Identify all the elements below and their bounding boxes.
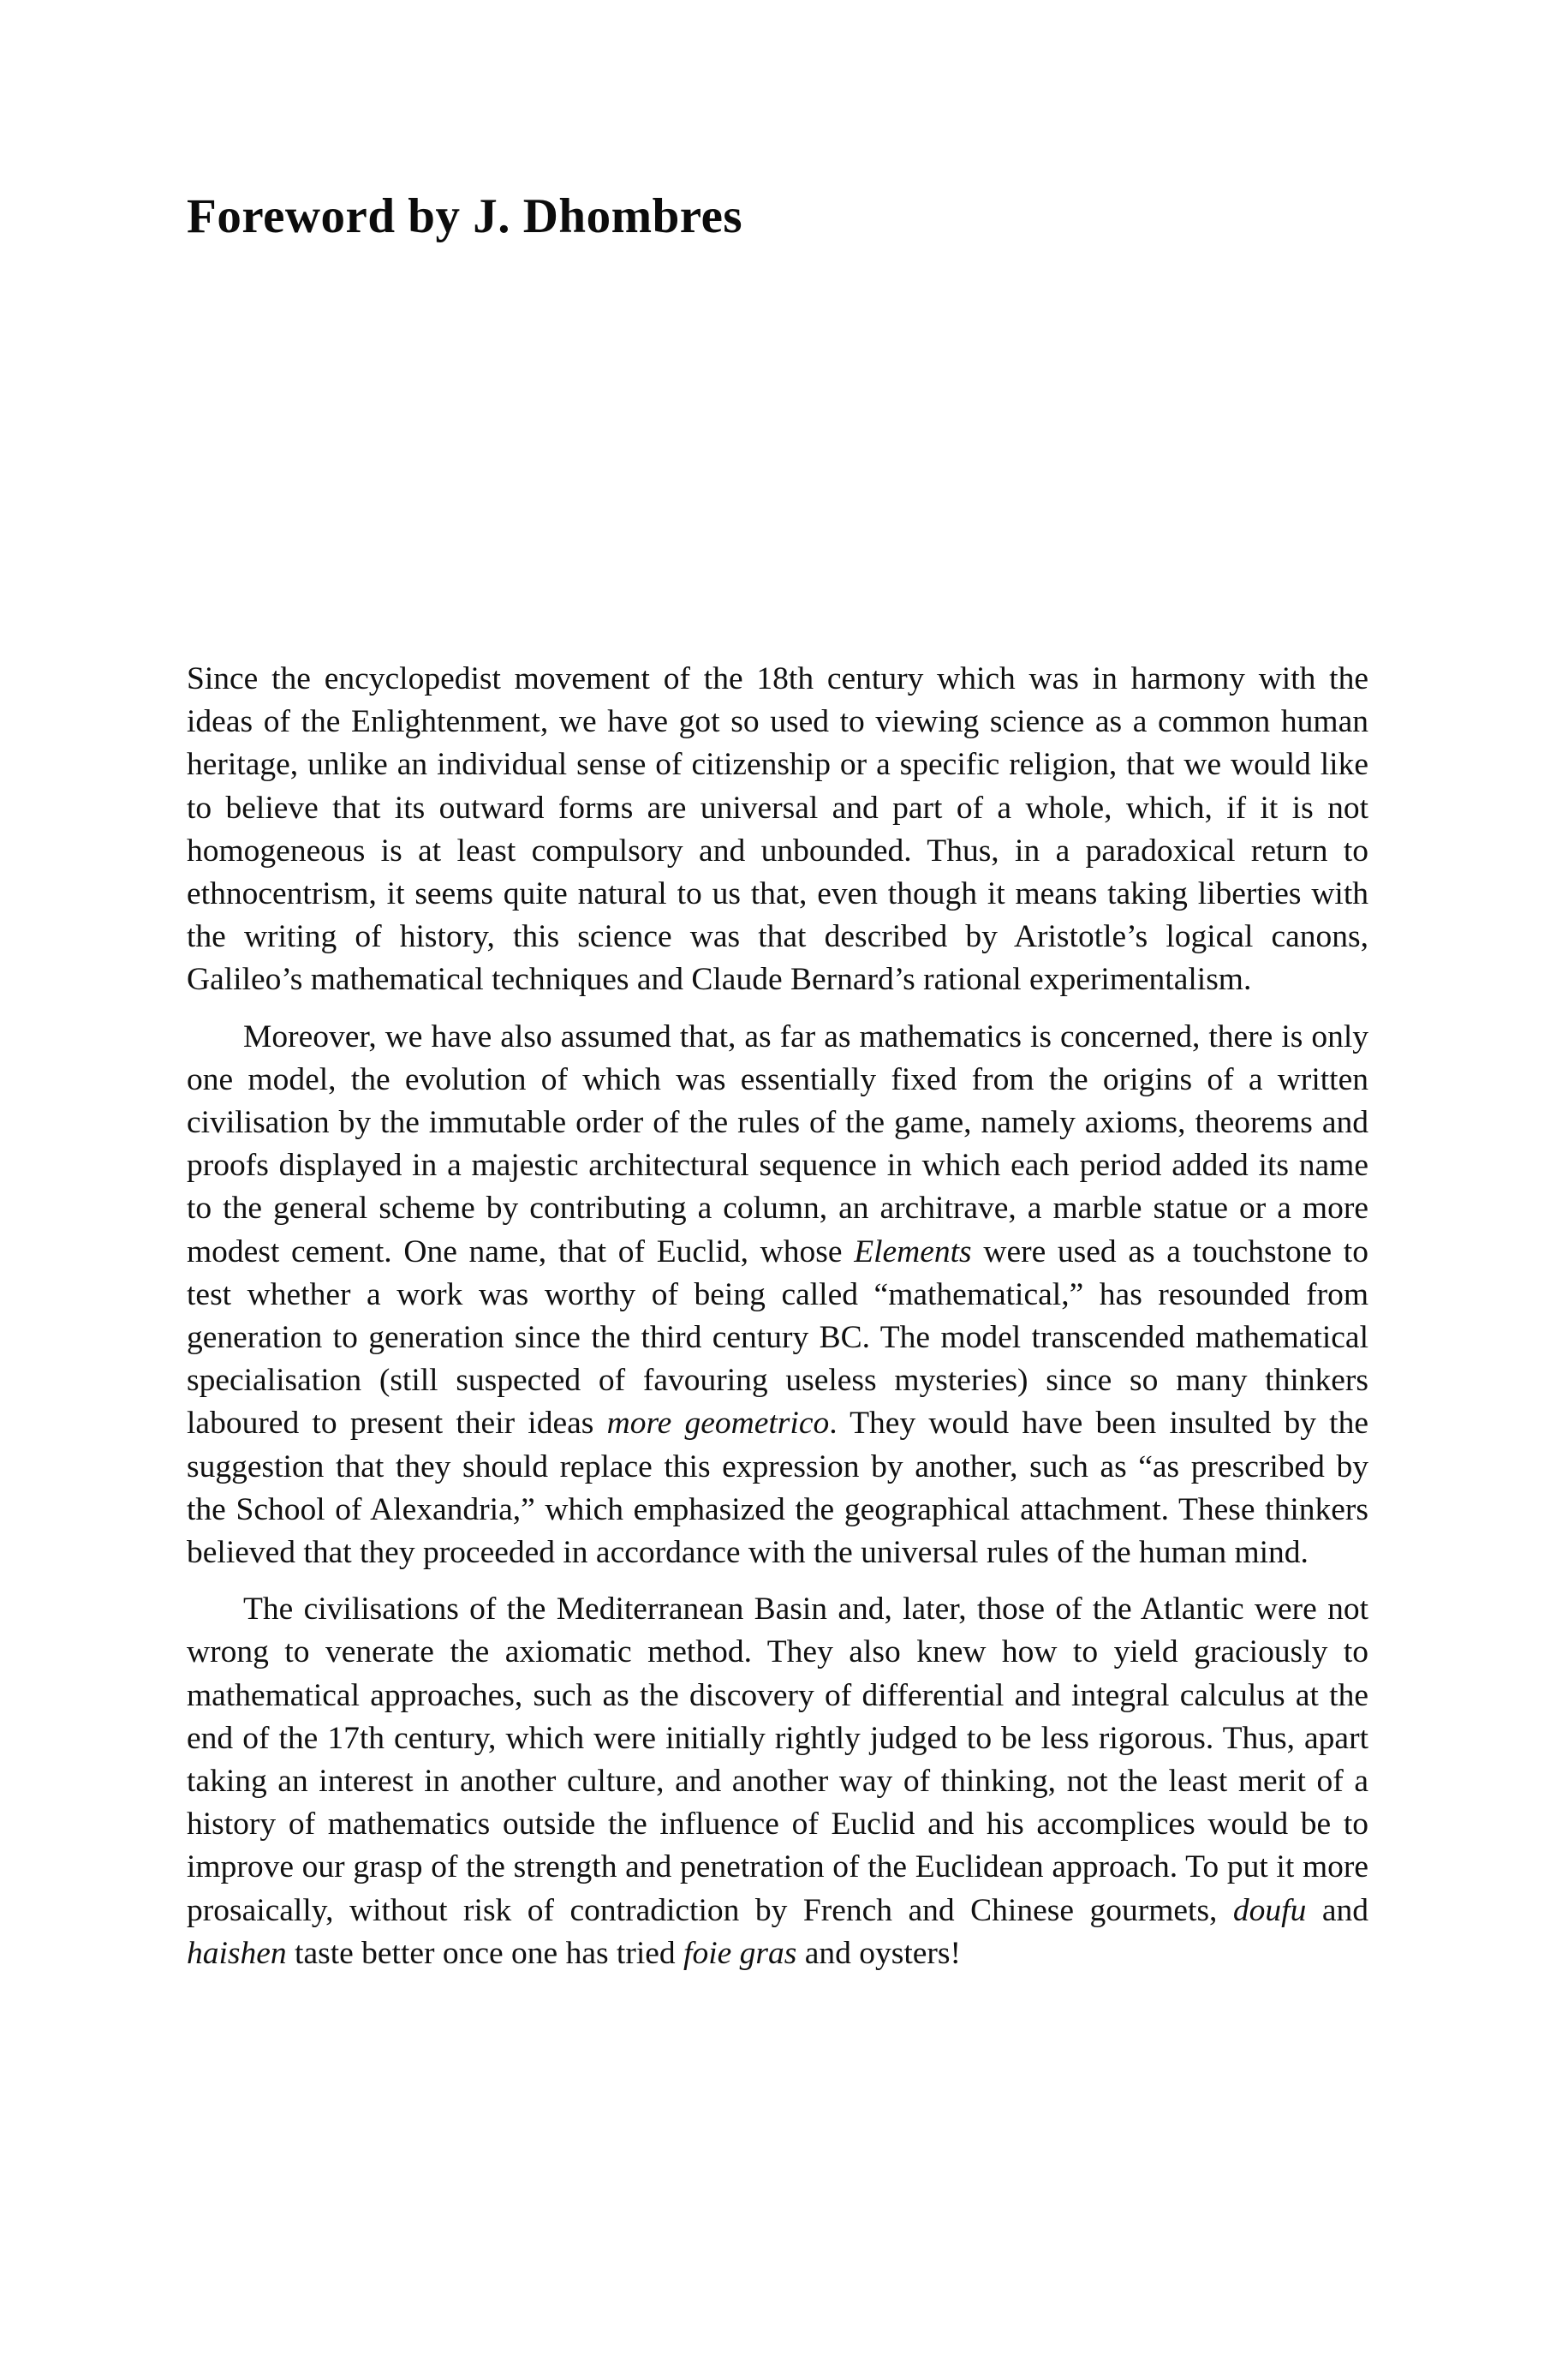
text-run: and oysters! [796,1935,961,1971]
italic-term: foie gras [683,1935,797,1971]
text-run: taste better once one has tried [286,1935,684,1971]
text-run: Moreover, we have also assumed that, as far as mathematics is concerned, there is only one model, the evolution of which was essentially fixed from the origins of a written civilisation by the immutable order of the rules of the game, namely axioms, theorems and proofs displayed in a majestic architectural sequence in which each period added its name to the general scheme by contributing a column, an architrave, a marble statue or a more modest cement. One name, that of Euclid, whose [187,1018,1368,1269]
italic-term: Elements [854,1233,972,1269]
text-run: The civilisations of the Mediterranean Basin and, later, those of the Atlantic were not wrong to venerate the axiomatic method. They also knew how to yield graciously to mathematical approaches, such as the discovery of differential and integral calculus at the end of the 17th century, which were initially rightly judged to be less rigorous. Thus, apart taking an interest in another culture, and another way of thinking, not the least merit of a history of mathematics outside the influence of Euclid and his accomplices would be to improve our grasp of the strength and penetration of the Euclidean approach. To put it more prosaically, without risk of contradiction by French and Chinese gourmets, [187,1592,1368,1928]
paragraph-2 [187,1016,1368,1575]
foreword-body [187,658,1368,1975]
text-run: and [1306,1892,1368,1928]
text-run: were used as a touchstone to test whether a work was worthy of being called “mathematical,” has resounded from generation to generation since the third century BC. The model transcended mathematical specialisation (still suspected of favouring useless mysteries) since so many thinkers laboured to present their ideas [187,1233,1368,1442]
paragraph-3 [187,1588,1368,1975]
paragraph-1 [187,658,1368,1002]
text-run: . They would have been insulted by the suggestion that they should replace this expression by another, such as “as prescribed by the School of Alexandria,” which emphasized the geographical attachment. These thinkers believed that they proceeded in accordance with the universal rules of the human mind. [187,1406,1368,1571]
page-title: Foreword by J. Dhombres [187,189,743,243]
italic-term: more geometrico [606,1406,830,1442]
italic-term: doufu [1232,1892,1307,1928]
text-run: Since the encyclopedist movement of the 18th century which was in harmony with the ideas of the Enlightenment, we have got so used to viewing science as a common human heritage, unlike an individual sense of citizenship or a specific religion, that we would like to believe that its outward forms are universal and part of a whole, which, if it is not homogeneous is at least compulsory and unbounded. Thus, in a paradoxical return to ethnocentrism, it seems quite natural to us that, even though it means taking liberties with the writing of history, this science was that described by Aristotle’s logical canons, Galileo’s mathematical techniques and Claude Bernard’s rational experimentalism. [187,661,1368,998]
italic-term: haishen [187,1935,287,1971]
